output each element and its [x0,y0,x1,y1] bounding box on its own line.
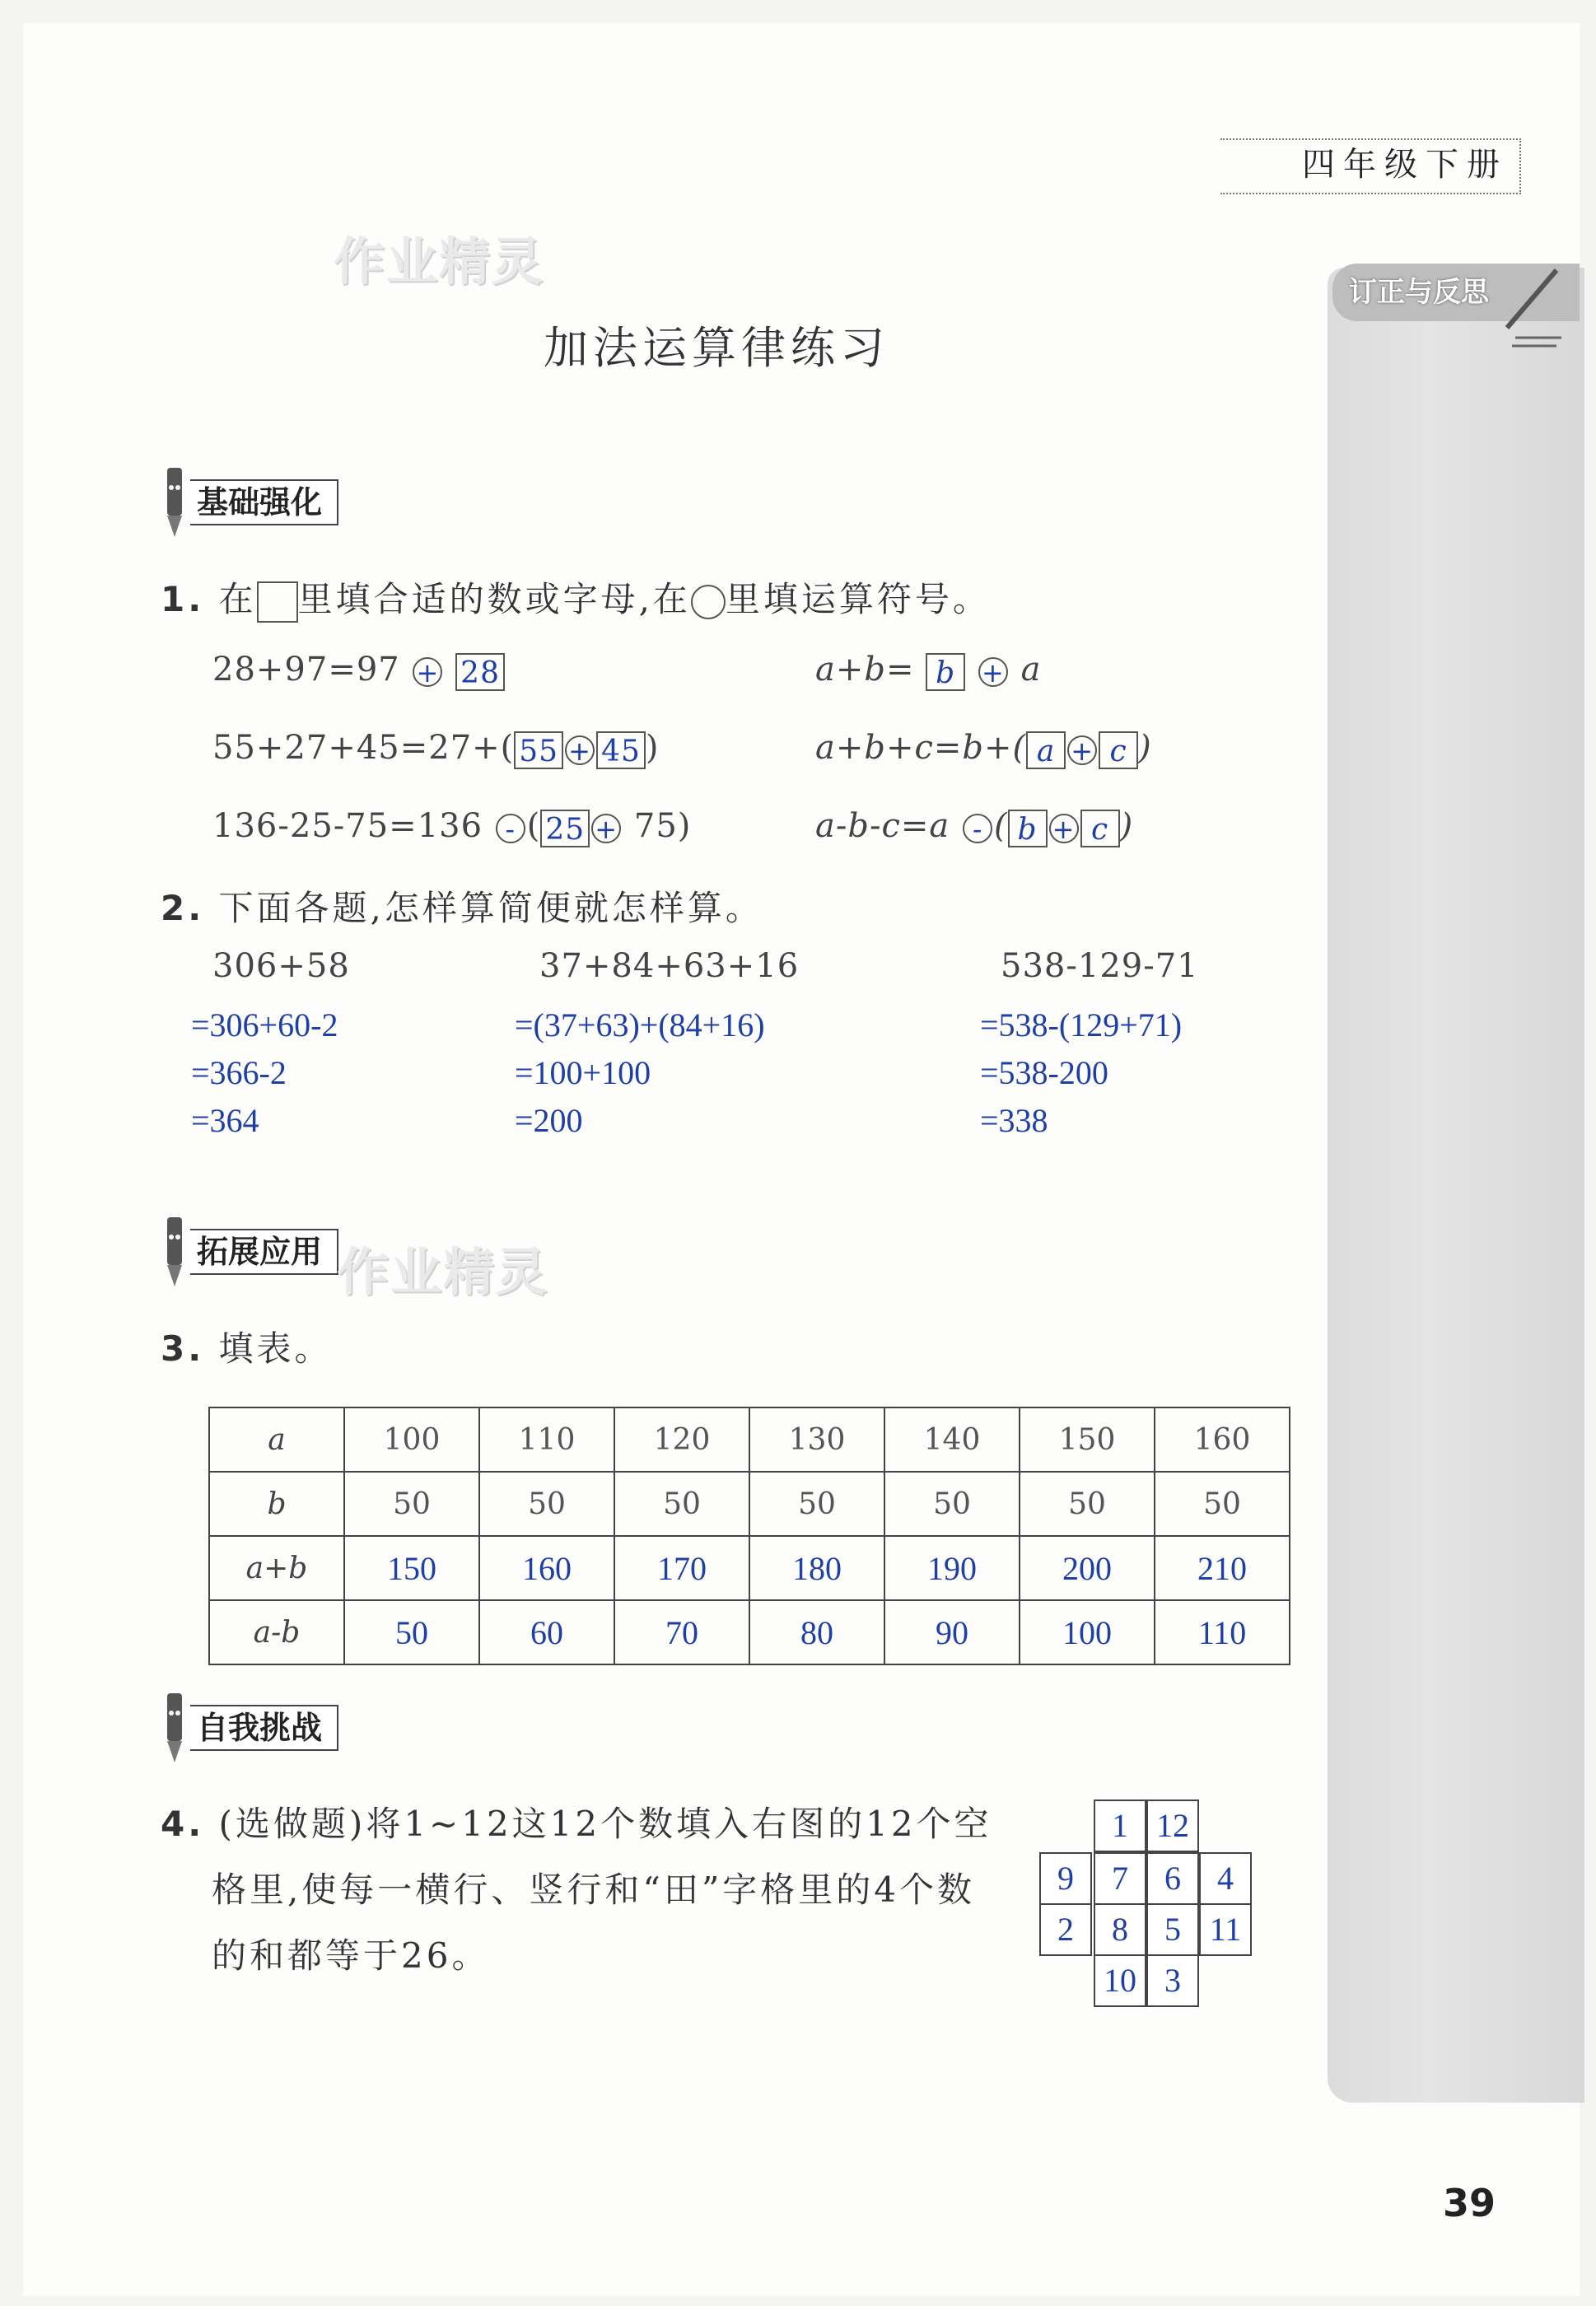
section-basic [161,478,338,527]
row-label: b [209,1472,344,1536]
answer-cell[interactable]: 90 [884,1600,1020,1664]
row-label: a [209,1407,344,1472]
eq-text: a+b+c=b+( [815,729,1027,767]
sidebar-tab: 订正与反思 [1332,264,1580,321]
grid-cell[interactable]: 3 [1146,1954,1199,2007]
grid-cell[interactable]: 10 [1094,1954,1146,2007]
q4-number: 4. [161,1804,205,1844]
empty-circle-symbol [691,585,726,619]
work-step: =538-(129+71) [980,1006,1183,1043]
section-extend-label: 拓展应用 [190,1229,338,1275]
grade-label: 四年级下册 [1220,138,1521,194]
q2-work-2 [515,1001,765,1145]
pencil-mascot-icon [161,1214,190,1290]
table-cell: 160 [1155,1407,1290,1472]
table-cell: 50 [614,1472,749,1536]
q3-number: 3. [161,1328,205,1369]
answer-box[interactable]: 25 [540,810,590,847]
q4-line: (选做题)将1~12这12个数填入右图的12个空 [218,1804,992,1844]
table-cell: 120 [614,1407,749,1472]
q1-number: 1. [161,579,205,619]
q1-text-c: 里填运算符号。 [725,579,991,619]
answer-cell[interactable]: 190 [884,1536,1020,1600]
table-cell: 50 [1020,1472,1155,1536]
work-step: =(37+63)+(84+16) [515,1006,765,1043]
problem-expression: 306+58 [212,947,350,985]
q4-line: 的和都等于26。 [212,1935,490,1976]
eq-text: ) [1119,807,1134,845]
grid-cell[interactable]: 1 [1094,1800,1146,1852]
eq-text: ) [1138,729,1152,767]
answer-circle[interactable]: + [413,657,442,687]
work-step: =100+100 [515,1054,651,1091]
answer-cell[interactable]: 170 [614,1536,749,1600]
eq-text: ) [645,729,660,767]
problem-expression: 538-129-71 [1001,947,1199,985]
table-cell: 50 [884,1472,1020,1536]
pencil-mascot-icon [161,1690,190,1766]
work-step: =200 [515,1102,583,1139]
answer-cell[interactable]: 110 [1155,1600,1290,1664]
table-cell: 50 [1155,1472,1290,1536]
grid-cell[interactable]: 12 [1146,1800,1199,1852]
grid-cell[interactable]: 9 [1039,1852,1092,1905]
answer-box[interactable]: 45 [596,731,646,769]
eq-text: 136-25-75=136 [212,807,483,845]
eq-text: a+b= [815,651,915,689]
grid-cell[interactable]: 2 [1039,1903,1092,1956]
work-step: =306+60-2 [191,1006,338,1043]
table-cell: 140 [884,1407,1020,1472]
q1-row1-right [815,651,1042,691]
q2-work-1 [191,1001,338,1145]
answer-circle[interactable]: + [978,657,1008,687]
grid-cell[interactable]: 4 [1199,1852,1252,1905]
answer-cell[interactable]: 180 [749,1536,884,1600]
q2-problem-1 [212,947,350,985]
table-cell: 50 [344,1472,479,1536]
eq-text: ( [993,807,1008,845]
section-extend [161,1227,338,1277]
section-basic-label: 基础强化 [190,479,338,525]
q1-prompt [161,572,991,623]
answer-circle[interactable]: + [591,814,621,843]
table-cell: 150 [1020,1407,1155,1472]
answer-cell[interactable]: 210 [1155,1536,1290,1600]
answer-cell[interactable]: 200 [1020,1536,1155,1600]
empty-box-symbol [257,581,298,623]
answer-cell[interactable]: 60 [479,1600,614,1664]
q1-row2-right [815,729,1152,769]
section-challenge [161,1703,338,1753]
eq-text: a-b-c=a [815,807,950,845]
table-cell: 50 [479,1472,614,1536]
watermark-mid: 作业精灵 [338,1242,549,1302]
eq-text: a [1020,651,1042,689]
page-number: 39 [1443,2181,1496,2225]
q1-row2-left [212,729,660,769]
answer-circle[interactable]: + [565,735,595,765]
grid-cell[interactable]: 7 [1094,1852,1146,1905]
answer-box[interactable]: b [926,653,965,691]
work-step: =364 [191,1102,259,1139]
table-row [209,1472,1290,1536]
problem-expression: 37+84+63+16 [539,947,800,985]
answer-box[interactable]: 28 [455,653,505,691]
q1-text-b: 里填合适的数或字母,在 [297,579,691,619]
table-row [209,1407,1290,1472]
answer-circle[interactable]: - [963,814,992,843]
q2-problem-3 [1001,947,1199,985]
correction-sidebar [1328,268,1584,2103]
answer-cell[interactable]: 80 [749,1600,884,1664]
grid-cell[interactable]: 8 [1094,1903,1146,1956]
table-cell: 130 [749,1407,884,1472]
grid-cell[interactable]: 6 [1146,1852,1199,1905]
table-cell: 100 [344,1407,479,1472]
grid-cell[interactable]: 11 [1199,1903,1252,1956]
q2-prompt [161,881,763,931]
table-cell: 110 [479,1407,614,1472]
work-step: =338 [980,1102,1048,1139]
answer-box[interactable]: 55 [514,731,563,769]
q1-row1-left [212,651,505,691]
eq-text: ( [526,807,541,845]
answer-circle[interactable]: + [1067,735,1097,765]
q2-problem-2 [539,947,799,985]
answer-box[interactable]: b [1008,810,1048,847]
number-grid [1039,1800,1260,2020]
q4-prompt [161,1791,992,1989]
answer-box[interactable]: a [1026,731,1066,769]
q2-number: 2. [161,888,205,928]
row-label: a+b [209,1536,344,1600]
answer-cell[interactable]: 150 [344,1536,479,1600]
q3-text: 填表。 [218,1328,333,1369]
q1-text-a: 在 [218,579,257,619]
pencil-lines-icon [1499,262,1565,352]
q4-line: 格里,使每一横行、竖行和“田”字格里的4个数 [212,1870,976,1910]
row-label: a-b [209,1600,344,1664]
eq-text: 75) [633,807,692,845]
page-title: 加法运算律练习 [544,322,889,374]
eq-text: 28+97=97 [212,651,400,689]
table-cell: 50 [749,1472,884,1536]
answer-cell[interactable]: 100 [1020,1600,1155,1664]
fill-table [208,1407,1290,1665]
eq-text: 55+27+45=27+( [212,729,515,767]
pencil-mascot-icon [161,464,190,540]
q2-text: 下面各题,怎样算简便就怎样算。 [218,888,763,928]
table-row [209,1536,1290,1600]
answer-box[interactable]: c [1080,810,1120,847]
answer-circle[interactable]: - [496,814,525,843]
q3-prompt [161,1322,333,1371]
watermark-top: 作业精灵 [334,231,545,292]
q1-row3-left [212,807,691,847]
q1-row3-right [815,807,1133,847]
work-step: =366-2 [191,1054,287,1091]
work-step: =538-200 [980,1054,1108,1091]
answer-cell[interactable]: 160 [479,1536,614,1600]
q2-work-3 [980,1001,1182,1145]
answer-cell[interactable]: 70 [614,1600,749,1664]
table-row [209,1600,1290,1664]
answer-cell[interactable]: 50 [344,1600,479,1664]
grid-cell[interactable]: 5 [1146,1903,1199,1956]
answer-box[interactable]: c [1099,731,1138,769]
section-challenge-label: 自我挑战 [190,1705,338,1751]
answer-circle[interactable]: + [1049,814,1079,843]
